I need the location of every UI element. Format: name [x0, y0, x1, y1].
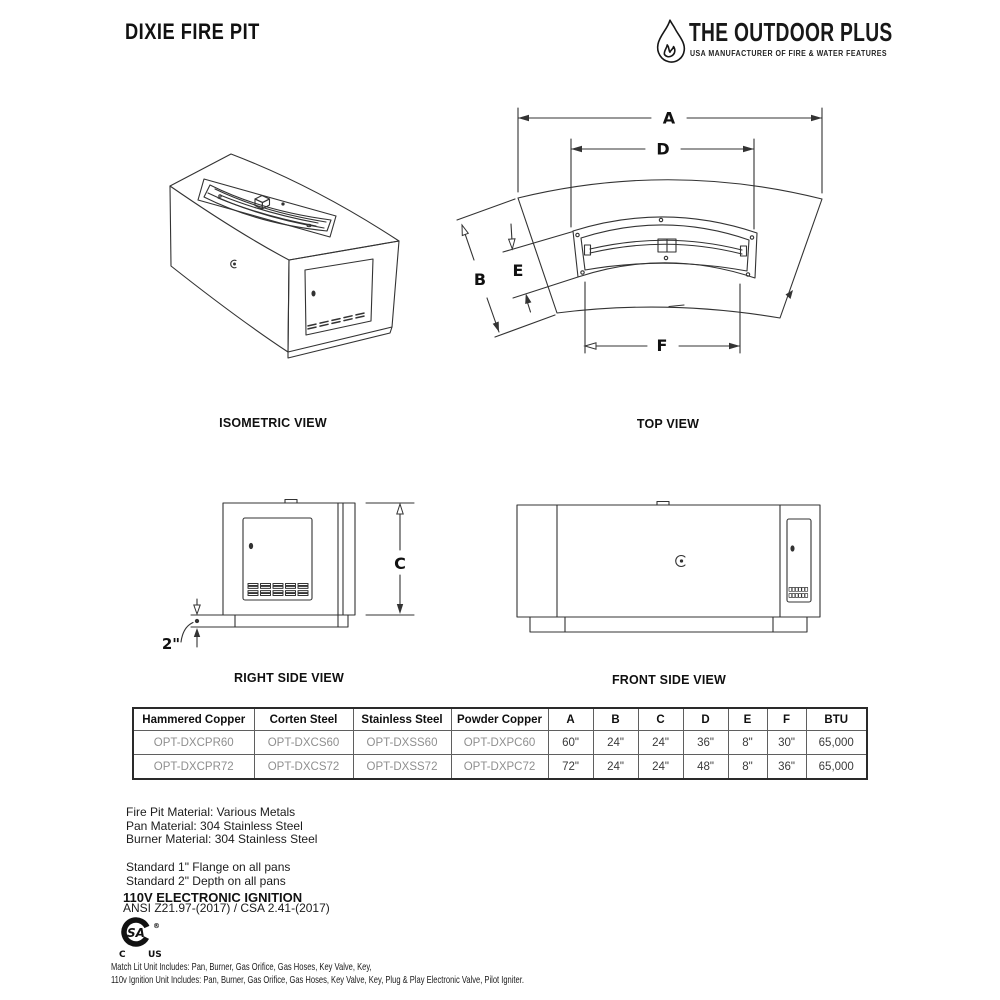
- table-cell: 24": [638, 731, 683, 755]
- col-header: Hammered Copper: [133, 708, 254, 731]
- table-row: [133, 755, 867, 780]
- table-cell: OPT-DXCPR72: [133, 755, 254, 780]
- dim-label-a: A: [662, 108, 676, 128]
- match-lit-includes-line: Match Lit Unit Includes: Pan, Burner, Gas Orifice, Gas Hoses, Key Valve, Key,: [111, 961, 372, 973]
- col-header: C: [638, 708, 683, 731]
- material-line: Burner Material: 304 Stainless Steel: [126, 832, 318, 847]
- csa-monogram: SA: [127, 926, 145, 940]
- table-cell: 72": [548, 755, 593, 780]
- dim-label-f: F: [656, 336, 668, 355]
- table-cell: OPT-DXCS72: [254, 755, 353, 780]
- csa-certification-icon: [115, 915, 171, 961]
- table-cell: 36": [683, 731, 728, 755]
- table-cell: OPT-DXCS60: [254, 731, 353, 755]
- material-line: Fire Pit Material: Various Metals: [126, 805, 296, 819]
- right-side-view-label: RIGHT SIDE VIEW: [234, 671, 344, 685]
- table-cell: 48": [683, 755, 728, 780]
- dim-label-base-depth: 2": [161, 635, 181, 653]
- csa-us-label: US: [148, 950, 162, 960]
- spec-table: [132, 707, 868, 780]
- table-header-row: [133, 708, 867, 731]
- isometric-view-drawing: [140, 140, 440, 380]
- table-cell: 8": [728, 731, 767, 755]
- table-row: [133, 731, 867, 755]
- right-side-view-drawing: [130, 480, 430, 680]
- brand-name: THE OUTDOOR PLUS: [689, 17, 893, 47]
- col-header: Powder Copper: [451, 708, 548, 731]
- ansi-line: ANSI Z21.97-(2017) / CSA 2.41-(2017): [123, 901, 330, 915]
- dim-label-b: B: [473, 270, 487, 289]
- dim-label-c: C: [394, 554, 406, 573]
- isometric-view-label: ISOMETRIC VIEW: [219, 416, 327, 430]
- table-cell: 65,000: [806, 731, 867, 755]
- dim-label-e: E: [512, 261, 524, 280]
- includes-block: [111, 961, 524, 987]
- materials-block: [126, 806, 317, 847]
- table-cell: 60": [548, 731, 593, 755]
- col-header: D: [683, 708, 728, 731]
- table-cell: OPT-DXSS60: [353, 731, 451, 755]
- col-header: Stainless Steel: [353, 708, 451, 731]
- material-line: Pan Material: 304 Stainless Steel: [126, 818, 303, 833]
- standards-block: [126, 861, 290, 888]
- table-cell: OPT-DXPC60: [451, 731, 548, 755]
- table-cell: 24": [638, 755, 683, 780]
- standard-line: Standard 1" Flange on all pans: [126, 860, 291, 874]
- table-cell: 30": [767, 731, 806, 755]
- col-header: F: [767, 708, 806, 731]
- table-cell: OPT-DXSS72: [353, 755, 451, 780]
- col-header: BTU: [806, 708, 867, 731]
- table-cell: 36": [767, 755, 806, 780]
- table-cell: 8": [728, 755, 767, 780]
- ignition-heading: 110V ELECTRONIC IGNITION: [123, 890, 303, 905]
- table-cell: 24": [593, 731, 638, 755]
- flame-icon: [655, 19, 687, 64]
- dim-label-d: D: [656, 139, 670, 159]
- standard-line: Standard 2" Depth on all pans: [126, 873, 286, 888]
- front-side-view-label: FRONT SIDE VIEW: [611, 673, 727, 687]
- csa-c-label: C: [119, 950, 126, 960]
- page-title: DIXIE FIRE PIT: [125, 19, 260, 44]
- table-cell: OPT-DXCPR60: [133, 731, 254, 755]
- top-view-drawing: [455, 100, 875, 370]
- csa-registered-mark: ®: [153, 922, 160, 930]
- col-header: Corten Steel: [254, 708, 353, 731]
- table-cell: 65,000: [806, 755, 867, 780]
- col-header: A: [548, 708, 593, 731]
- col-header: E: [728, 708, 767, 731]
- ignition-includes-line: 110v Ignition Unit Includes: Pan, Burner, Gas Orifice, Gas Hoses, Key Valve, Key, Plug & Play Electronic Valve, Pilot Igniter.: [111, 974, 524, 987]
- col-header: B: [593, 708, 638, 731]
- top-view-label: TOP VIEW: [636, 417, 700, 431]
- table-cell: OPT-DXPC72: [451, 755, 548, 780]
- front-side-view-drawing: [495, 495, 845, 665]
- table-cell: 24": [593, 755, 638, 780]
- brand-tagline: USA MANUFACTURER OF FIRE & WATER FEATURES: [690, 49, 888, 58]
